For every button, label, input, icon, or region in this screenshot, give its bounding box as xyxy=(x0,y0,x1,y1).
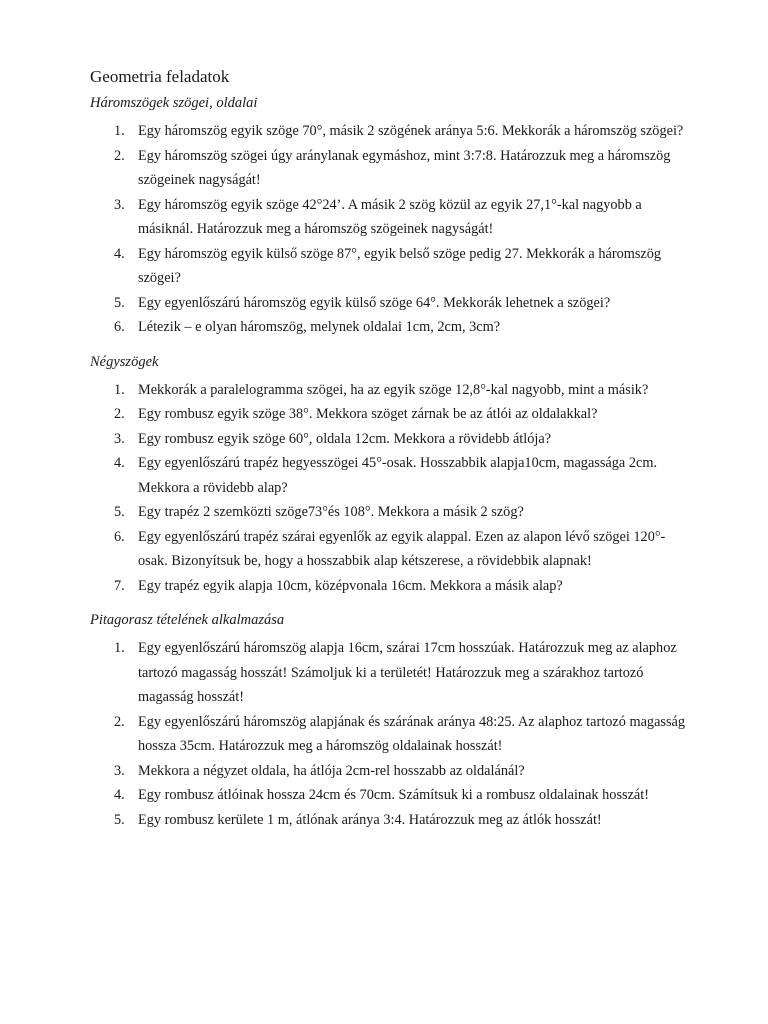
section-pythagoras xyxy=(90,610,690,832)
exercise-item: 3. Egy háromszög egyik szöge 42°24’. A másik 2 szög közül az egyik 27,1°-kal nagyobb a másiknál. Határozzuk meg a háromszög szögeinek nagyságát! xyxy=(114,196,642,237)
exercise-item: 1. Egy háromszög egyik szöge 70°, másik 2 szögének aránya 5:6. Mekkorák a háromszög szögei? xyxy=(114,123,684,139)
document-page xyxy=(90,66,690,844)
exercise-item: 5. Egy egyenlőszárú háromszög egyik külső szöge 64°. Mekkorák lehetnek a szögei? xyxy=(114,294,611,311)
exercise-item: 3. Mekkora a négyzet oldala, ha átlója 2cm-rel hosszabb az oldalánál? xyxy=(114,762,525,779)
document-title: Geometria feladatok xyxy=(90,67,230,86)
exercise-item: 4. Egy háromszög egyik külső szöge 87°, egyik belső szöge pedig 27. Mekkorák a háromszög szögei? xyxy=(114,245,662,286)
exercise-item: 5. Egy trapéz 2 szemközti szöge73°és 108°. Mekkora a másik 2 szög? xyxy=(114,504,524,520)
exercise-list xyxy=(90,119,690,340)
section-heading: Háromszögek szögei, oldalai xyxy=(90,95,258,111)
exercise-item: 7. Egy trapéz egyik alapja 10cm, középvonala 16cm. Mekkora a másik alap? xyxy=(114,577,563,594)
section-triangles xyxy=(90,93,690,340)
exercise-item: 1. Mekkorák a paralelogramma szögei, ha az egyik szöge 12,8°-kal nagyobb, mint a másik? xyxy=(114,381,649,398)
exercise-item: 2. Egy háromszög szögei úgy aránylanak egymáshoz, mint 3:7:8. Határozzuk meg a háromszög szögeinek nagyságát! xyxy=(114,147,671,188)
exercise-item: 2. Egy rombusz egyik szöge 38°. Mekkora szöget zárnak be az átlói az oldalakkal? xyxy=(114,406,598,422)
exercise-item: 5. Egy rombusz kerülete 1 m, átlónak aránya 3:4. Határozzuk meg az átlók hosszát! xyxy=(114,811,602,828)
exercise-list xyxy=(90,378,690,599)
exercise-item: 3. Egy rombusz egyik szöge 60°, oldala 12cm. Mekkora a rövidebb átlója? xyxy=(114,430,552,447)
exercise-item: 1. Egy egyenlőszárú háromszög alapja 16cm, szárai 17cm hosszúak. Határozzuk meg az alaphoz tartozó magasság hosszát! Számoljuk ki a területét! Határozzuk meg a szárakhoz tartozó magasság hosszát! xyxy=(114,640,677,705)
section-heading: Pitagorasz tételének alkalmazása xyxy=(90,612,285,628)
exercise-item: 4. Egy egyenlőszárú trapéz hegyesszögei 45°-osak. Hosszabbik alapja10cm, magassága 2cm. Mekkora a rövidebb alap? xyxy=(114,455,658,496)
section-quadrilaterals xyxy=(90,352,690,599)
exercise-item: 6. Létezik – e olyan háromszög, melynek oldalai 1cm, 2cm, 3cm? xyxy=(114,319,501,335)
exercise-list xyxy=(90,636,690,832)
section-heading: Négyszögek xyxy=(90,353,159,370)
exercise-item: 4. Egy rombusz átlóinak hossza 24cm és 70cm. Számítsuk ki a rombusz oldalainak hosszát! xyxy=(114,787,650,803)
exercise-item: 2. Egy egyenlőszárú háromszög alapjának és szárának aránya 48:25. Az alaphoz tartozó magasság hossza 35cm. Határozzuk meg a háromszög oldalainak hosszát! xyxy=(114,713,686,754)
exercise-item: 6. Egy egyenlőszárú trapéz szárai egyenlők az egyik alappal. Ezen az alapon lévő szögei 120°-osak. Bizonyítsuk be, hogy a hosszabbik alap kétszerese, a rövidebbik alapnak! xyxy=(114,528,666,569)
